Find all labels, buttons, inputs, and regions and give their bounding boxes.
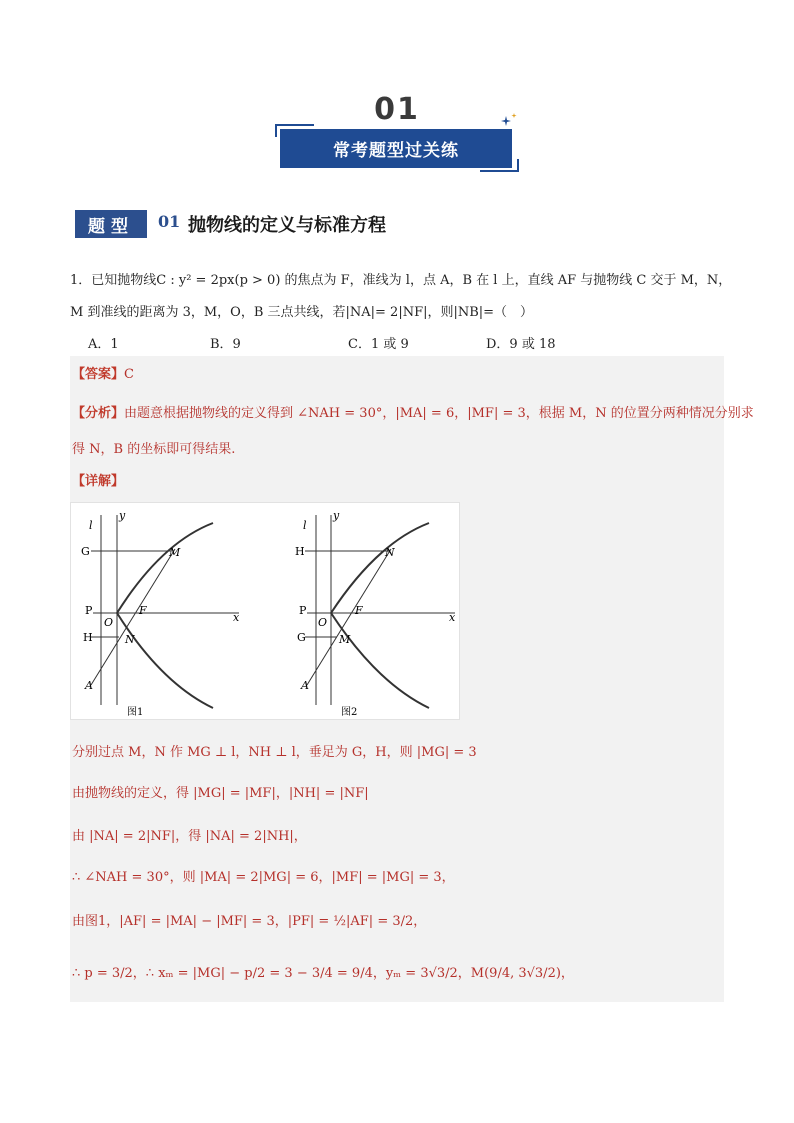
detail-label-text: 【详解】: [72, 474, 125, 489]
detail-step-2: 由抛物线的定义，得 |MG| = |MF|，|NH| = |NF|: [72, 786, 369, 801]
question-line-2: M 到准线的距离为 3，M，O，B 三点共线，若|NA|= 2|NF|，则|NB|=（ ）: [70, 305, 534, 320]
fig1-label-H: H: [83, 631, 93, 644]
option-d: D．9 或 18: [486, 337, 556, 352]
detail-label: [72, 470, 124, 489]
figure-2: [295, 509, 456, 718]
fig2-label-H: H: [295, 545, 305, 558]
fig2-label-N: N: [385, 546, 395, 559]
fig1-label-y: y: [119, 509, 126, 522]
banner-number: 01: [374, 92, 420, 127]
fig1-label-G: G: [81, 545, 90, 558]
option-b: B．9: [210, 337, 241, 352]
analysis-text-1: 由题意根据抛物线的定义得到 ∠NAH = 30°，|MA| = 6，|MF| = 3，根据 M，N 的位置分两种情况分别求: [124, 406, 754, 421]
figure-1: [81, 509, 240, 718]
fig2-label-G: G: [297, 631, 306, 644]
banner-title: 常考题型过关练: [280, 129, 512, 168]
question-line-1: 1．已知抛物线C : y² = 2px(p > 0) 的焦点为 F，准线为 l，点 A，B 在 l 上，直线 AF 与抛物线 C 交于 M，N，: [70, 273, 732, 288]
fig2-label-x: x: [449, 611, 456, 624]
fig1-label-N: N: [125, 633, 135, 646]
section-number: 01: [158, 212, 181, 231]
analysis-text-2: 得 N，B 的坐标即可得结果.: [72, 442, 236, 457]
fig2-label-y: y: [333, 509, 340, 522]
detail-step-3: 由 |NA| = 2|NF|，得 |NA| = 2|NH|，: [72, 829, 307, 844]
option-c: C．1 或 9: [348, 337, 409, 352]
answer-line: [72, 363, 134, 382]
analysis-label: 【分析】: [72, 406, 125, 421]
answer-label: 【答案】: [72, 367, 125, 382]
fig2-caption: 图2: [341, 707, 358, 718]
analysis-line-1: [72, 402, 754, 421]
answer-value: C: [124, 367, 134, 382]
parabola-figures: [71, 503, 459, 719]
fig2-label-P: P: [299, 604, 307, 617]
fig1-label-M: M: [169, 546, 181, 559]
fig2-label-l: l: [303, 519, 307, 532]
detail-step-6: ∴ p = 3/2，∴ xₘ = |MG| − p/2 = 3 − 3/4 = 9/4，yₘ = 3√3/2，M(9/4, 3√3/2)，: [72, 966, 574, 981]
fig1-caption: 图1: [127, 707, 144, 718]
option-a: A．1: [88, 337, 119, 352]
fig1-label-F: F: [139, 604, 147, 617]
sparkle-icon: [500, 112, 520, 132]
figure-panel: [70, 502, 460, 720]
detail-step-1: 分别过点 M，N 作 MG ⊥ l，NH ⊥ l，垂足为 G，H，则 |MG| = 3: [72, 745, 477, 760]
fig1-label-x: x: [233, 611, 240, 624]
fig2-label-O: O: [318, 616, 328, 629]
detail-step-5: 由图1，|AF| = |MA| − |MF| = 3，|PF| = ½|AF| = 3/2，: [72, 914, 427, 929]
section-badge: 题型: [75, 210, 147, 238]
fig2-label-M: M: [339, 633, 351, 646]
fig1-label-A: A: [85, 679, 93, 692]
fig2-label-A: A: [301, 679, 309, 692]
fig1-label-O: O: [104, 616, 114, 629]
fig2-label-F: F: [355, 604, 363, 617]
detail-step-4: ∴ ∠NAH = 30°，则 |MA| = 2|MG| = 6，|MF| = |MG| = 3，: [72, 870, 455, 885]
fig1-label-l: l: [89, 519, 93, 532]
section-title: 抛物线的定义与标准方程: [188, 215, 386, 236]
fig1-label-P: P: [85, 604, 93, 617]
